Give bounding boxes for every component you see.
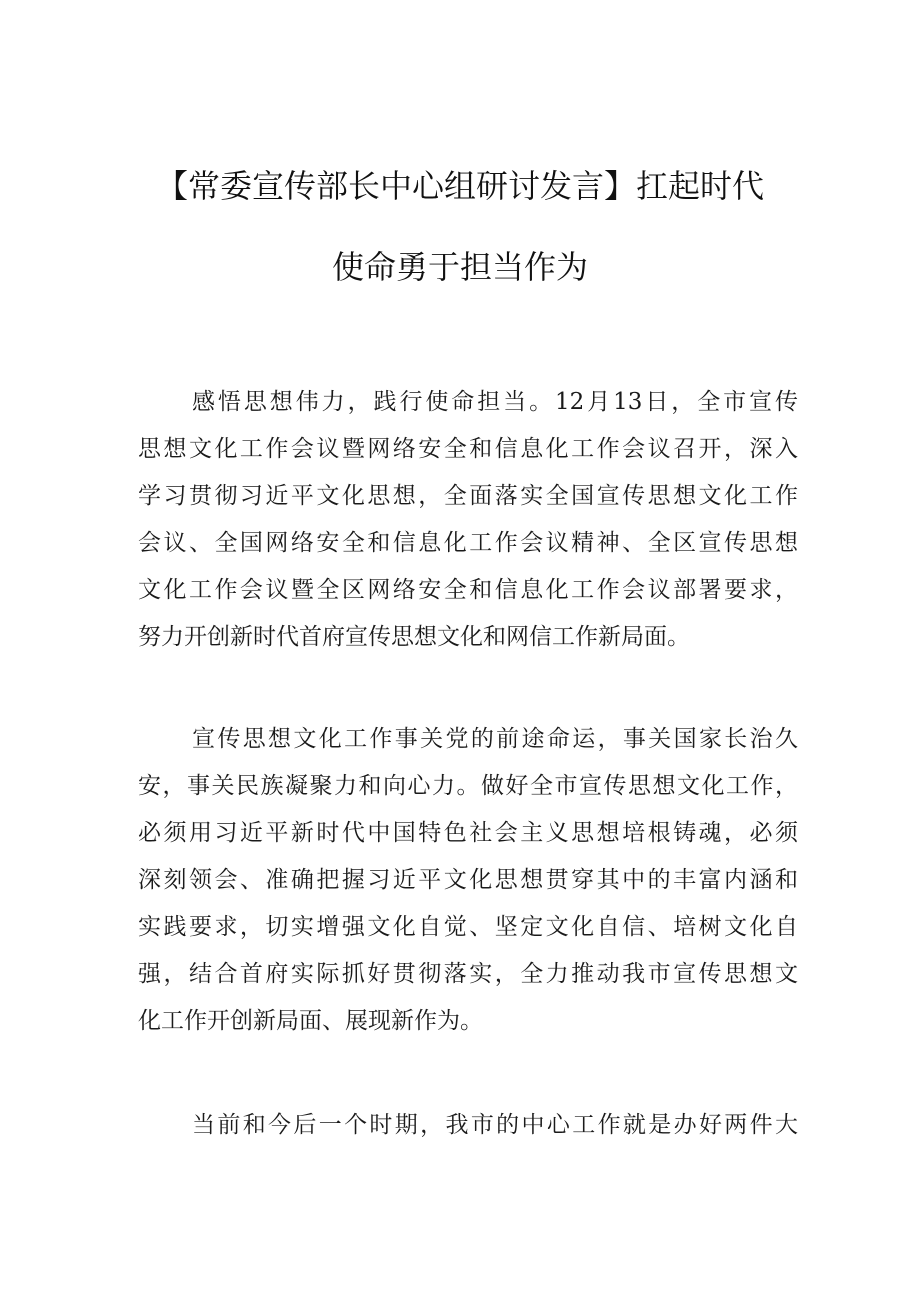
document-title-line-2: 使命勇于担当作为 <box>331 248 588 286</box>
paragraph-line: 化工作开创新局面、展现新作为。 <box>138 1008 483 1034</box>
paragraph-line: 感悟思想伟力，践行使命担当。12月13日，全市宣传 <box>192 389 798 415</box>
paragraph-line: 思想文化工作会议暨网络安全和信息化工作会议召开，深入 <box>138 436 798 462</box>
paragraph-line: 深刻领会、准确把握习近平文化思想贯穿其中的丰富内涵和 <box>138 867 798 893</box>
paragraph-2 <box>138 716 798 1045</box>
paragraph-line: 会议、全国网络安全和信息化工作会议精神、全区宣传思想 <box>138 530 798 556</box>
paragraph-line: 文化工作会议暨全区网络安全和信息化工作会议部署要求， <box>138 577 798 603</box>
paragraph-line: 实践要求，切实增强文化自觉、坚定文化自信、培树文化自 <box>138 914 798 940</box>
paragraph-line: 学习贯彻习近平文化思想，全面落实全国宣传思想文化工作 <box>138 483 798 509</box>
paragraph-line: 必须用习近平新时代中国特色社会主义思想培根铸魂，必须 <box>138 820 798 846</box>
paragraph-line: 宣传思想文化工作事关党的前途命运，事关国家长治久 <box>192 726 798 752</box>
paragraph-line: 安，事关民族凝聚力和向心力。做好全市宣传思想文化工作， <box>138 773 798 799</box>
paragraph-1 <box>138 379 798 661</box>
paragraph-3 <box>138 1102 798 1149</box>
paragraph-line: 努力开创新时代首府宣传思想文化和网信工作新局面。 <box>138 624 690 650</box>
document-title-line-1: 【常委宣传部长中心组研讨发言】扛起时代 <box>155 167 764 205</box>
paragraph-line: 强，结合首府实际抓好贯彻落实，全力推动我市宣传思想文 <box>138 961 798 987</box>
paragraph-line: 当前和今后一个时期，我市的中心工作就是办好两件大 <box>192 1112 798 1138</box>
